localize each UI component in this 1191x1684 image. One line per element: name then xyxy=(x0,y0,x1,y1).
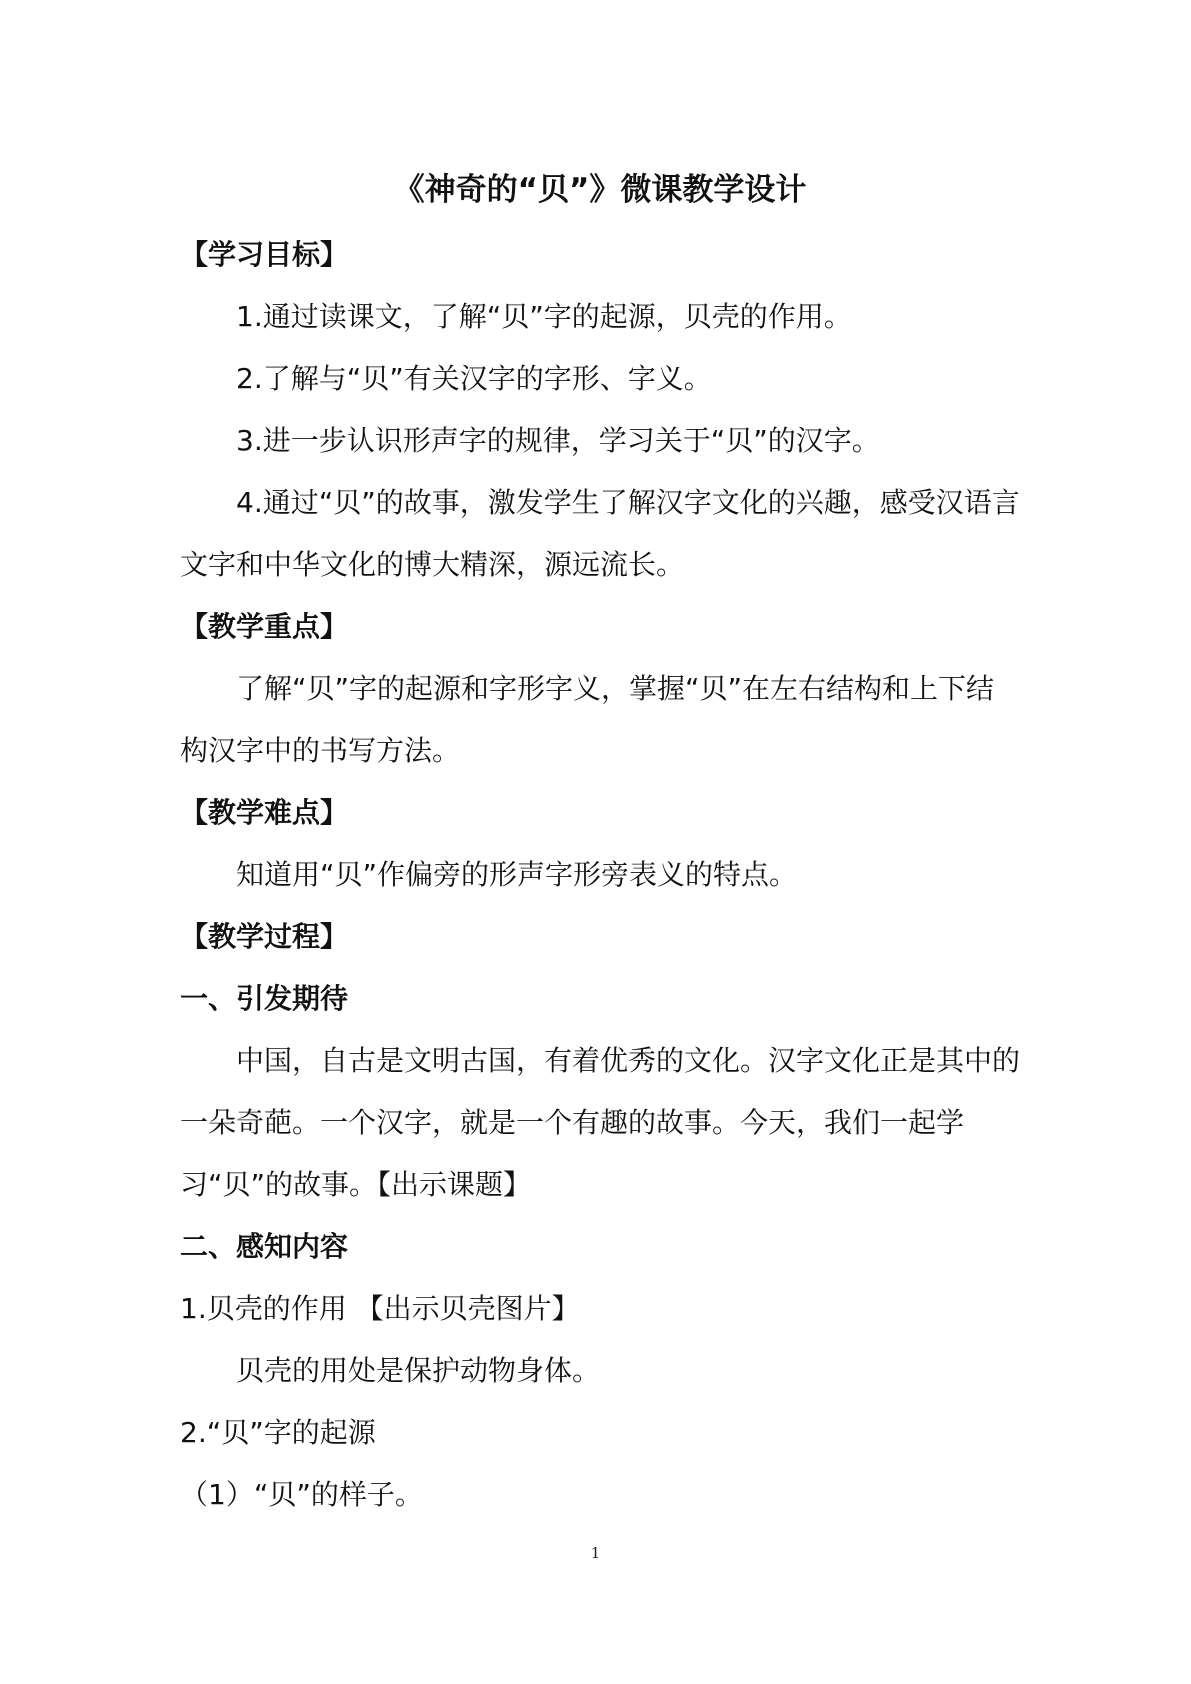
difficulties-text: 知道用“贝”作偏旁的形声字形旁表义的特点。 xyxy=(236,858,798,891)
key-points-heading: 【教学重点】 xyxy=(180,610,349,643)
objectives-heading: 【学习目标】 xyxy=(180,238,349,271)
document-body xyxy=(180,162,1020,1526)
process-heading: 【教学过程】 xyxy=(180,920,349,953)
section-heading-1: 一、引发期待 xyxy=(180,982,349,1015)
objective-item: 3.进一步认识形声字的规律，学习关于“贝”的汉字。 xyxy=(236,424,880,457)
difficulties-heading: 【教学难点】 xyxy=(180,796,349,829)
objective-item: 4.通过“贝”的故事，激发学生了解汉字文化的兴趣，感受汉语言文字和中华文化的博大精深，源远流长。 xyxy=(180,486,1020,581)
section-2-item-1-text: 贝壳的用处是保护动物身体。 xyxy=(236,1354,601,1387)
section-1-text: 中国，自古是文明古国，有着优秀的文化。汉字文化正是其中的一朵奇葩。一个汉字，就是一个有趣的故事。今天，我们一起学习“贝”的故事。【出示课题】 xyxy=(180,1044,1021,1201)
key-points-text: 了解“贝”字的起源和字形字义，掌握“贝”在左右结构和上下结构汉字中的书写方法。 xyxy=(180,672,995,767)
section-heading-2: 二、感知内容 xyxy=(180,1230,349,1263)
section-2-item-1-label: 1.贝壳的作用 【出示贝壳图片】 xyxy=(180,1292,580,1325)
page-number: 1 xyxy=(590,1544,601,1562)
document-title: 《神奇的“贝”》微课教学设计 xyxy=(393,172,807,208)
objective-item: 1.通过读课文，了解“贝”字的起源，贝壳的作用。 xyxy=(236,300,852,333)
section-2-item-2-sub: （1）“贝”的样子。 xyxy=(180,1478,423,1511)
objective-item: 2.了解与“贝”有关汉字的字形、字义。 xyxy=(236,362,712,395)
section-2-item-2-label: 2.“贝”字的起源 xyxy=(180,1416,376,1449)
